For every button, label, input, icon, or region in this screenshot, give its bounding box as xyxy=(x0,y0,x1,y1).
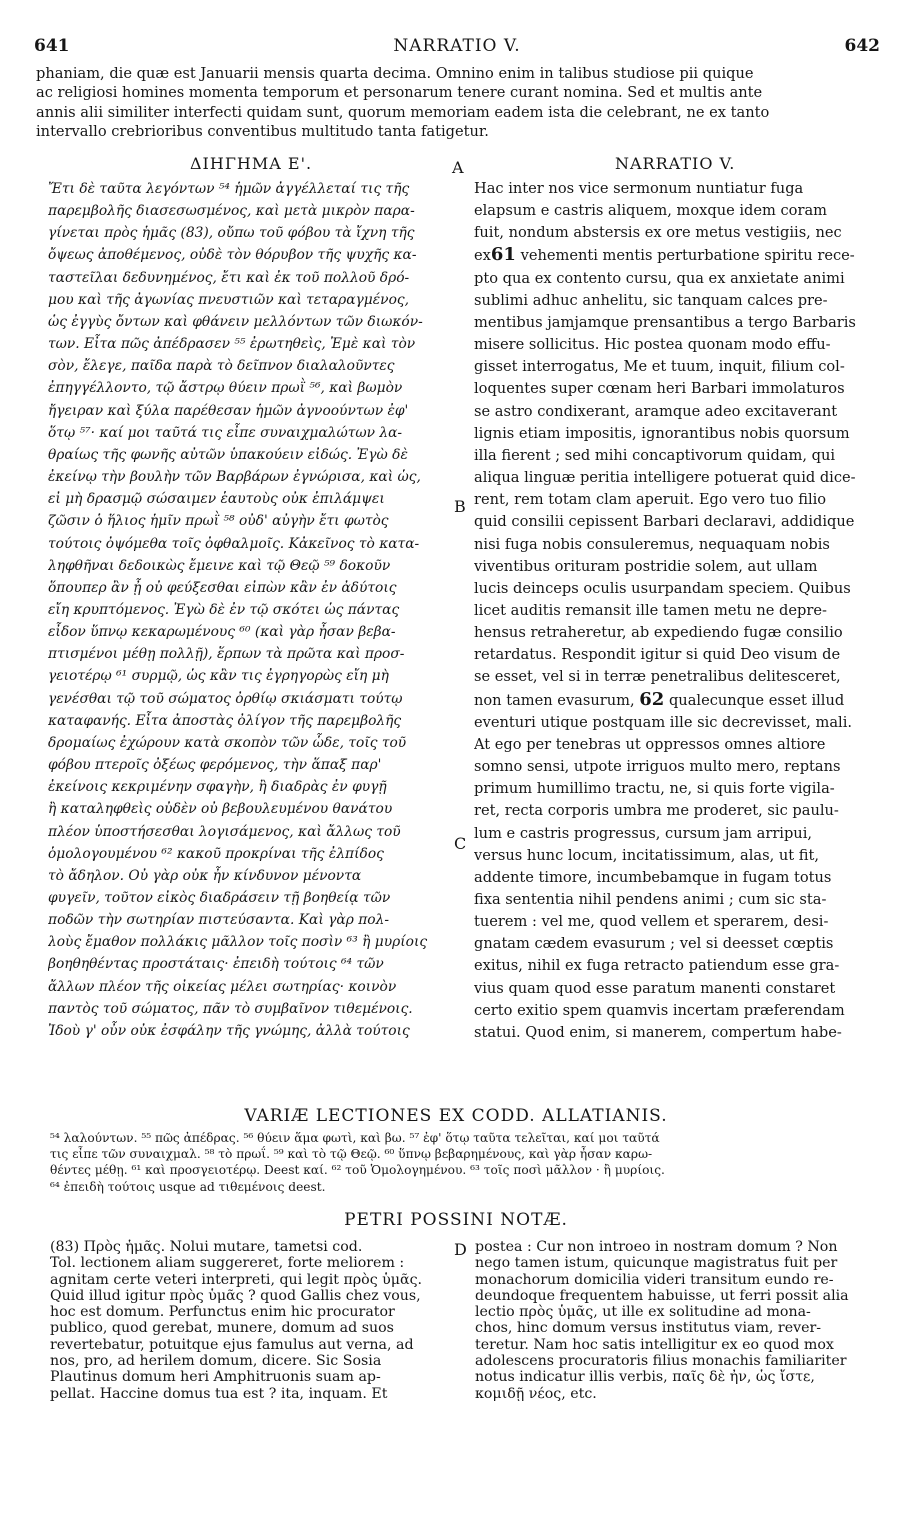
greek-column-heading: ΔΙΗΓΗΜΑ Ε'. xyxy=(190,154,313,173)
note-line: lectio πρὸς ὑμᾶς, ut ille ex solitudine ad mona- xyxy=(475,1304,811,1321)
intro-line: ac religiosi homines momenta temporum et personarum tenere curant nomina. Sed et multis ante xyxy=(36,84,763,102)
greek-line: τούτοις ὀψόμεθα τοῖς ὀφθαλμοῖς. Κἀκεῖνος τὸ κατα- xyxy=(48,535,420,552)
latin-line: nisi fuga nobis consuleremus, nequaquam nobis xyxy=(474,535,830,553)
variant-readings-title: VARIÆ LECTIONES EX CODD. ALLATIANIS. xyxy=(244,1106,668,1126)
latin-line: retardatus. Respondit igitur si quid Deo visum de xyxy=(474,646,841,664)
greek-text-column xyxy=(48,178,460,1042)
latin-line: hensus retraheretur, ab expediendo fugæ consilio xyxy=(474,624,843,642)
latin-text-column xyxy=(474,178,880,1044)
margin-number: 61 xyxy=(490,244,516,266)
latin-line: somno sensi, utpote irriguos multo mero, reptans xyxy=(474,758,841,776)
note-line: postea : Cur non introeo in nostram domum ? Non xyxy=(475,1239,838,1255)
notes-right-column xyxy=(475,1239,880,1402)
greek-line: σὸν, ἔλεγε, παῖδα παρὰ τὸ δεῖπνον διαλαλοῦντες xyxy=(48,358,395,375)
latin-line: gnatam cædem evasurum ; vel si deesset cœptis xyxy=(474,935,834,953)
latin-line: fuit, nondum abstersis ex ore metus vestigiis, nec xyxy=(474,224,842,242)
note-line: agnitam certe veteri interpreti, qui legit πρὸς ὑμᾶς. xyxy=(50,1271,423,1288)
greek-line: εἶδον ὕπνῳ κεκαρωμένους ⁶⁰ (καὶ γὰρ ἦσαν βεβα- xyxy=(48,624,396,641)
latin-line: ex61 vehementi mentis perturbatione spiritu rece- xyxy=(474,244,855,266)
greek-line: ἐκείνοις κεκριμένην σφαγὴν, ἢ διαδρὰς ἐν φυγῇ xyxy=(48,779,387,796)
greek-line: μου καὶ τῆς ἀγωνίας πνευστιῶν καὶ τεταραγμένος, xyxy=(48,291,409,308)
note-line: chos, hinc domum versus institutus viam, rever- xyxy=(475,1320,822,1337)
latin-line: lucis deinceps oculis usurpandam speciem. Quibus xyxy=(474,579,851,597)
page-number-left: 641 xyxy=(34,36,70,56)
intro-line: annis alii similiter interfecti quidam sunt, quorum memoriam eadem ista die celebrant, ne ex tanto xyxy=(36,103,770,121)
latin-line: illa fierent ; sed mihi concaptivorum quidam, qui xyxy=(474,446,836,464)
latin-line: se astro condixerant, aramque adeo excitaverant xyxy=(474,402,838,420)
greek-line: φυγεῖν, τοῦτον εἰκὸς διαδράσειν τῇ βοηθείᾳ τῶν xyxy=(48,890,391,906)
greek-line: ληφθῆναι δεδοικὼς ἔμεινε καὶ τῷ Θεῷ ⁵⁹ δοκοῦν xyxy=(48,557,391,574)
note-line: revertebatur, potuitque ejus famulus aut verna, ad xyxy=(50,1336,414,1353)
intro-line: intervallo crebrioribus conventibus multitudo tanta fatigetur. xyxy=(36,123,489,141)
greek-line: ἐκείνῳ τὴν βουλὴν τῶν Βαρβάρων ἐγνώρισα, καὶ ὡς, xyxy=(48,469,421,486)
margin-mark-a: A xyxy=(452,158,464,177)
greek-line: γειοτέρῳ ⁶¹ συρμῷ, ὡς κἂν τις ἐγρηγορὼς εἴη μὴ xyxy=(48,668,389,685)
note-line: deundoque frequentem habuisse, ut ferri possit alia xyxy=(475,1287,849,1304)
latin-line: ret, recta corporis umbra me proderet, sic paulu- xyxy=(474,802,839,820)
greek-line: γενέσθαι τῷ τοῦ σώματος ὀρθίῳ σκιάσματι τούτῳ xyxy=(48,690,403,707)
latin-line: sublimi adhuc anhelitu, sic tanquam calces pre- xyxy=(474,291,828,309)
note-line: notus indicatur illis verbis, παῖς δὲ ἦν, ὡς ἴστε, xyxy=(475,1369,815,1386)
note-line: Plautinus domum heri Amphitruonis suam ap- xyxy=(50,1369,381,1386)
latin-line: loquentes super cœnam heri Barbari immolaturos xyxy=(474,380,845,398)
greek-line: ζῶσιν ὁ ἥλιος ἡμῖν πρωῒ ⁵⁸ οὐδ' αὐγὴν ἔτι φωτὸς xyxy=(48,513,389,530)
note-line: κομιδῇ νέος, etc. xyxy=(475,1385,597,1402)
latin-line: viventibus orituram postridie solem, aut ullam xyxy=(474,557,818,575)
latin-line: tuerem : vel me, quod vellem et sperarem, desi- xyxy=(474,913,829,931)
notes-title: PETRI POSSINI NOTÆ. xyxy=(344,1210,568,1230)
note-line: teretur. Nam hoc satis intelligitur ex eo quod mox xyxy=(475,1336,834,1353)
latin-line: versus hunc locum, incitatissimum, alas, ut fit, xyxy=(474,846,820,864)
intro-paragraph xyxy=(36,64,878,142)
greek-line: καταφανής. Εἶτα ἀποστὰς ὀλίγον τῆς παρεμβολῆς xyxy=(48,712,402,729)
latin-line: addente timore, incumbebamque in fugam totus xyxy=(474,868,832,886)
greek-line: δρομαίως ἐχώρουν κατὰ σκοπὸν τῶν ὧδε, τοῖς τοῦ xyxy=(48,734,407,751)
greek-line: βοηθηθέντας προστάταις· ἐπειδὴ τούτοις ⁶⁴ τῶν xyxy=(48,956,384,973)
latin-line: lignis etiam impositis, ignorantibus nobis quorsum xyxy=(474,424,850,442)
greek-line: των. Εἶτα πῶς ἀπέδρασεν ⁵⁵ ἐρωτηθεὶς, Ἐμὲ καὶ τὸν xyxy=(48,336,416,353)
latin-line: At ego per tenebras ut oppressos omnes altiore xyxy=(474,735,826,753)
latin-line: misere sollicitus. Hic postea quonam modo effu- xyxy=(474,336,831,354)
greek-line: εἰ μὴ δρασμῷ σώσαιμεν ἑαυτοὺς οὐκ ἐπιλάμψει xyxy=(48,491,385,508)
greek-line: θραίως τῆς φωνῆς αὐτῶν ὑπακούειν εἰδώς. Ἐγὼ δὲ xyxy=(48,446,408,463)
latin-line: elapsum e castris aliquem, moxque idem coram xyxy=(474,202,827,220)
greek-line: Ἰδοὺ γ' οὖν οὐκ ἐσφάλην τῆς γνώμης, ἀλλὰ τούτοις xyxy=(48,1022,410,1039)
latin-line: exitus, nihil ex fuga retracto patiendum esse gra- xyxy=(474,957,840,975)
greek-line: ἤγειραν καὶ ξύλα παρέθεσαν ἡμῶν ἀγνοούντων ἐφ' xyxy=(48,402,409,419)
greek-line: πτισμένοι μέθῃ πολλῇ), ἕρπων τὰ πρῶτα καὶ προσ- xyxy=(48,646,405,663)
greek-line: ἢ καταληφθεὶς οὐδὲν οὐ βεβουλευμένου θανάτου xyxy=(48,801,393,818)
note-line: pellat. Haccine domus tua est ? ita, inquam. Et xyxy=(50,1385,388,1402)
greek-line: φόβου πτεροῖς ὀξέως φερόμενος, τὴν ἅπαξ παρ' xyxy=(48,757,382,774)
latin-line: mentibus jamjamque prensantibus a tergo Barbaris xyxy=(474,313,856,331)
greek-line: Ἔτι δὲ ταῦτα λεγόντων ⁵⁴ ἡμῶν ἀγγέλλεταί τις τῆς xyxy=(48,181,410,197)
note-line: publico, quod gerebat, munere, domum ad suos xyxy=(50,1320,394,1337)
variant-line: θέντες μέθῃ. ⁶¹ καὶ προσγειοτέρῳ. Deest καί. ⁶² τοῦ Ὁμολογημένου. ⁶³ τοῖς ποσὶ μᾶλλον · ἢ μυρίοις. xyxy=(50,1163,665,1178)
note-line: hoc est domum. Perfunctus enim hic procurator xyxy=(50,1304,395,1321)
latin-line: certo exitio spem quamvis incertam præferendam xyxy=(474,1001,845,1019)
note-line: (83) Πρὸς ἡμᾶς. Nolui mutare, tametsi cod. xyxy=(50,1239,363,1255)
greek-line: ἐπηγγέλλοντο, τῷ ἄστρῳ θύειν πρωῒ ⁵⁶, καὶ βωμὸν xyxy=(48,380,403,397)
margin-mark-d: D xyxy=(454,1240,467,1259)
running-header xyxy=(34,36,880,60)
variant-line: τις εἶπε τῶν συναιχμαλ. ⁵⁸ τὸ πρωΐ. ⁵⁹ καὶ τὸ τῷ Θεῷ. ⁶⁰ ὕπνῳ βεβαρημένους, καὶ γὰρ ἦσαν καρω- xyxy=(50,1147,653,1162)
latin-line: se esset, vel si in terræ penetralibus delitesceret, xyxy=(474,668,841,686)
latin-line: eventuri utique postquam ille sic decrevisset, mali. xyxy=(474,713,853,731)
latin-line: rent, rem totam clam aperuit. Ego vero tuo filio xyxy=(474,491,827,509)
note-line: nos, pro, ad herilem domum, dicere. Sic Sosia xyxy=(50,1353,382,1370)
greek-line: ὅτῳ ⁵⁷· καί μοι ταῦτά τις εἶπε συναιχμαλώτων λα- xyxy=(48,424,403,441)
latin-column-heading: NARRATIO V. xyxy=(615,154,736,173)
latin-line: quid consilii cepissent Barbari declaravi, addidique xyxy=(474,513,855,531)
latin-line: vius quam quod esse paratum manenti constaret xyxy=(474,979,836,997)
greek-line: ὅπουπερ ἂν ᾖ οὐ φεύξεσθαι εἰπὼν κἂν ἐν ἀδύτοις xyxy=(48,579,397,596)
greek-line: ὡς ἐγγὺς ὄντων καὶ φθάνειν μελλόντων τῶν διωκόν- xyxy=(48,313,423,330)
intro-line: phaniam, die quæ est Januarii mensis quarta decima. Omnino enim in talibus studiose pii quique xyxy=(36,65,754,82)
latin-line: gisset interrogatus, Me et tuum, inquit, filium col- xyxy=(474,358,845,376)
greek-line: τὸ ἄδηλον. Οὐ γὰρ οὐκ ἦν κίνδυνον μένοντα xyxy=(48,867,362,884)
greek-line: εἴη κρυπτόμενος. Ἐγὼ δὲ ἐν τῷ σκότει ὡς πάντας xyxy=(48,601,400,618)
greek-line: παρεμβολῆς διασεσωσμένος, καὶ μετὰ μικρὸν παρα- xyxy=(48,203,415,220)
latin-line: lum e castris progressus, cursum jam arripui, xyxy=(474,824,813,842)
greek-line: γίνεται πρὸς ἡμᾶς (83), οὔπω τοῦ φόβου τὰ ἴχνη τῆς xyxy=(48,225,415,242)
margin-number: 62 xyxy=(639,688,665,710)
note-line: adolescens procuratoris filius monachis familiariter xyxy=(475,1353,847,1370)
note-line: Tol. lectionem aliam suggereret, forte meliorem : xyxy=(50,1255,405,1272)
note-line: monachorum domicilia videri transitum eundo re- xyxy=(475,1271,834,1288)
variant-readings xyxy=(50,1130,880,1195)
latin-line: statui. Quod enim, si manerem, compertum habe- xyxy=(474,1023,842,1041)
variant-line: ⁵⁴ λαλούντων. ⁵⁵ πῶς ἀπέδρας. ⁵⁶ θύειν ἅμα φωτὶ, καὶ βω. ⁵⁷ ἐφ' ὅτῳ ταῦτα τελεῖται, καί μοι ταῦτά xyxy=(50,1131,660,1145)
notes-left-column xyxy=(50,1239,454,1402)
latin-line: aliqua linguæ peritia intelligere potuerat quid dice- xyxy=(474,469,856,487)
page-number-right: 642 xyxy=(844,36,880,56)
latin-line: Hac inter nos vice sermonum nuntiatur fuga xyxy=(474,180,804,197)
greek-line: ὄψεως ἀποθέμενος, οὐδὲ τὸν θόρυβον τῆς ψυχῆς κα- xyxy=(48,247,417,264)
margin-mark-c: C xyxy=(454,834,467,853)
greek-line: ὁμολογουμένου ⁶² κακοῦ προκρίναι τῆς ἐλπίδος xyxy=(48,845,384,862)
latin-line: pto qua ex contento cursu, qua ex anxietate animi xyxy=(474,269,845,287)
greek-line: παντὸς τοῦ σώματος, πᾶν τὸ συμβαῖνον τιθεμένοις. xyxy=(48,1000,413,1017)
latin-line: licet auditis remansit ille tamen metu ne depre- xyxy=(474,601,827,619)
margin-mark-b: B xyxy=(454,497,466,516)
variant-line: ⁶⁴ ἐπειδὴ τούτοις usque ad τιθεμένοις deest. xyxy=(50,1179,326,1194)
note-line: Quid illud igitur πρὸς ὑμᾶς ? quod Gallis chez vous, xyxy=(50,1287,421,1304)
greek-line: πλέον ὑποστήσεσθαι λογισάμενος, καὶ ἄλλως τοῦ xyxy=(48,823,401,840)
greek-line: ταστεῖλαι δεδυνημένος, ἔτι καὶ ἐκ τοῦ πολλοῦ δρό- xyxy=(48,269,410,286)
running-title: NARRATIO V. xyxy=(393,36,521,56)
note-line: nego tamen istum, quicunque magistratus fuit per xyxy=(475,1255,838,1272)
greek-line: ἄλλων πλέον τῆς οἰκείας μέλει σωτηρίας· κοινὸν xyxy=(48,978,397,995)
latin-line: fixa sententia nihil pendens animi ; cum sic sta- xyxy=(474,891,827,908)
latin-line: non tamen evasurum, 62 qualecunque esset illud xyxy=(474,688,845,710)
greek-line: ποδῶν τὴν σωτηρίαν πιστεύσαντα. Καὶ γὰρ πολ- xyxy=(48,912,389,929)
greek-line: λοὺς ἔμαθον πολλάκις μᾶλλον τοῖς ποσὶν ⁶³ ἢ μυρίοις xyxy=(48,934,428,951)
latin-line: primum humillimo tractu, ne, si quis forte vigila- xyxy=(474,780,835,798)
